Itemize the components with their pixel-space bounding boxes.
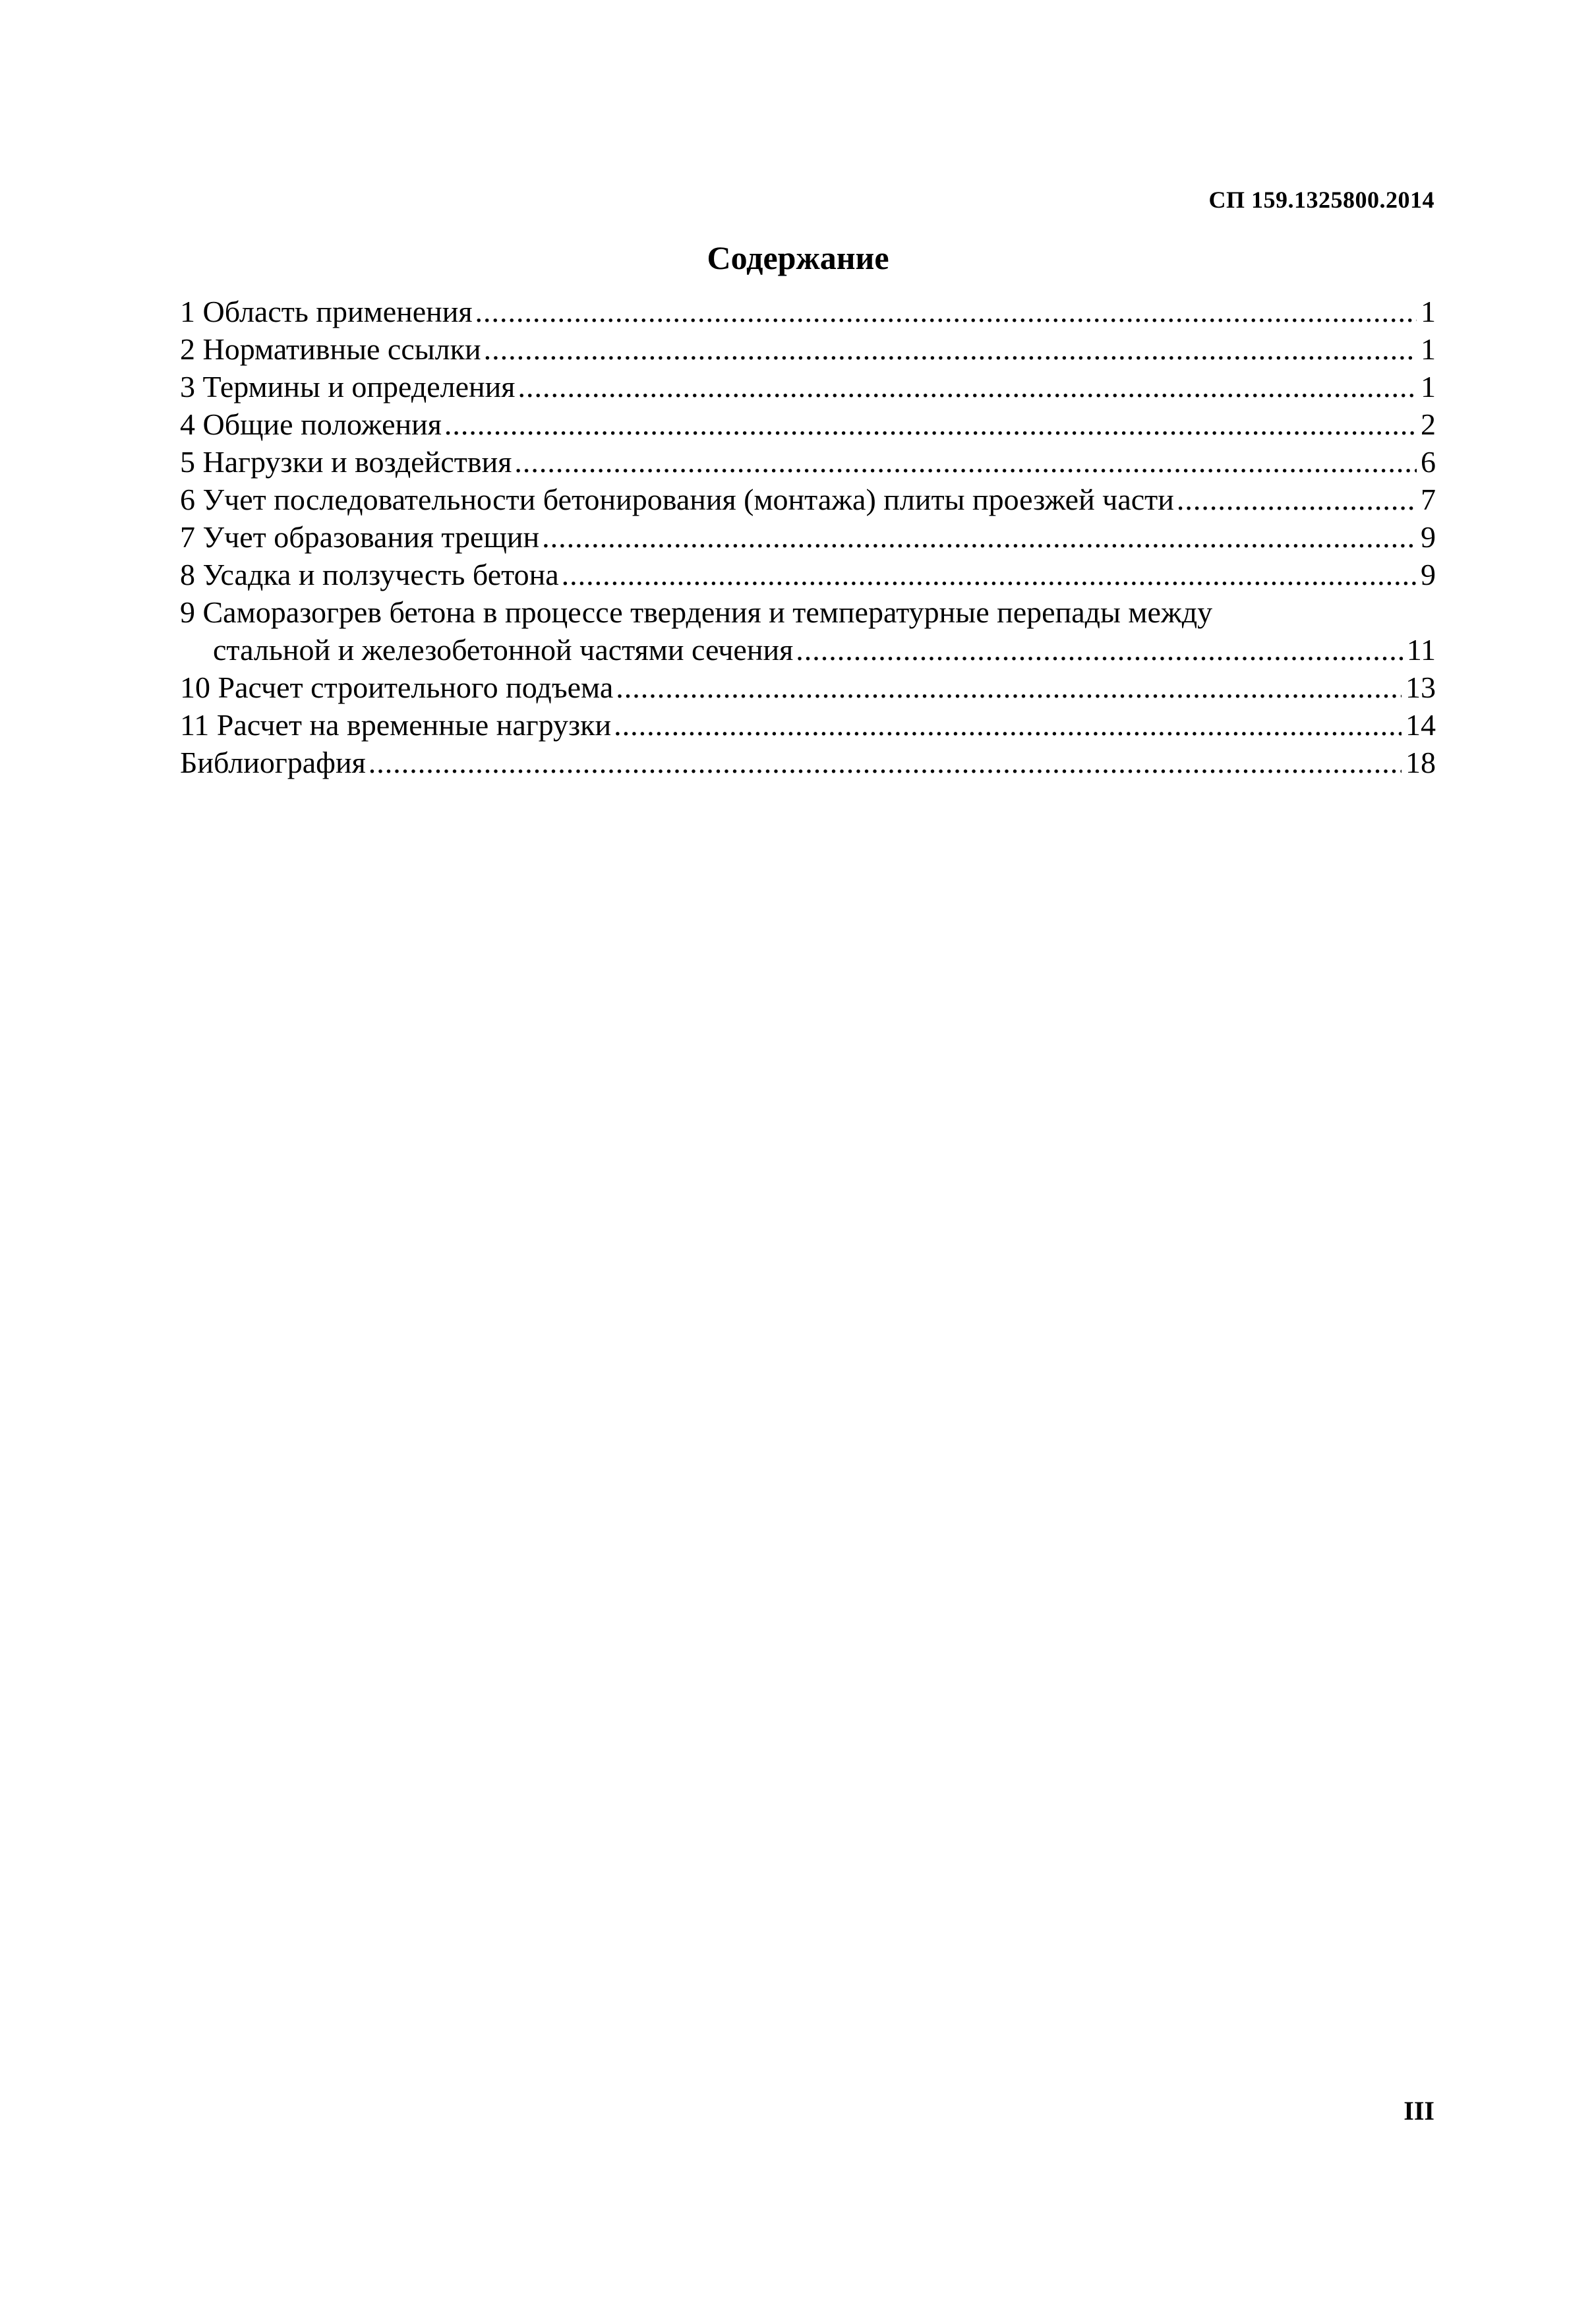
toc-item-10 [180,669,1436,706]
toc-dot-leader [475,293,1417,330]
toc-item-label: 10 Расчет строительного подъема [180,669,616,706]
toc-item-page: 9 [1421,558,1436,591]
toc-item-page: 6 [1421,445,1436,479]
toc-item-page: 1 [1421,332,1436,366]
toc-item-page: 2 [1421,407,1436,441]
toc-item-label: 8 Усадка и ползучесть бетона [180,556,562,593]
toc-item-page: 1 [1421,370,1436,403]
document-code: СП 159.1325800.2014 [1208,187,1434,213]
toc-item-5 [180,443,1436,481]
table-of-contents [180,293,1436,781]
toc-item-label-line-2: стальной и железобетонной частями сечения [213,631,796,669]
toc-item-label: 4 Общие положения [180,405,444,443]
toc-item-label: 3 Термины и определения [180,368,517,405]
toc-dot-leader [562,556,1417,593]
toc-item-8 [180,556,1436,593]
toc-item-label: 1 Область применения [180,293,475,330]
toc-item-2 [180,330,1436,368]
toc-dot-leader [369,744,1402,781]
toc-dot-leader [514,443,1417,481]
toc-item-7 [180,518,1436,556]
toc-dot-leader [616,669,1402,706]
toc-dot-leader [484,330,1417,368]
toc-item-11 [180,706,1436,744]
toc-item-page: 18 [1405,746,1436,779]
toc-item-label: 7 Учет образования трещин [180,518,542,556]
toc-item-label: 5 Нагрузки и воздействия [180,443,514,481]
toc-item-9 [180,593,1436,669]
toc-item-4 [180,405,1436,443]
toc-item-page: 11 [1406,633,1436,667]
toc-item-bibliography [180,744,1436,781]
toc-item-6 [180,481,1436,518]
toc-item-page: 9 [1421,520,1436,554]
toc-item-page: 1 [1421,295,1436,328]
toc-dot-leader [517,368,1417,405]
toc-item-page: 14 [1405,708,1436,742]
toc-item-label: Библиография [180,744,369,781]
toc-dot-leader [444,405,1417,443]
toc-item-label-line-1: 9 Саморазогрев бетона в процессе твердения и температурные перепады между [180,595,1213,629]
toc-item-label: 11 Расчет на временные нагрузки [180,706,614,744]
toc-title: Содержание [707,239,889,276]
toc-dot-leader [796,631,1402,669]
toc-item-label: 6 Учет последовательности бетонирования (монтажа) плиты проезжей части [180,481,1177,518]
toc-item-label: 2 Нормативные ссылки [180,330,484,368]
toc-dot-leader [614,706,1402,744]
page-number: III [1404,2096,1434,2126]
toc-item-page: 7 [1421,483,1436,516]
toc-dot-leader [542,518,1417,556]
toc-dot-leader [1177,481,1417,518]
toc-item-3 [180,368,1436,405]
toc-item-1 [180,293,1436,330]
toc-item-page: 13 [1405,671,1436,704]
